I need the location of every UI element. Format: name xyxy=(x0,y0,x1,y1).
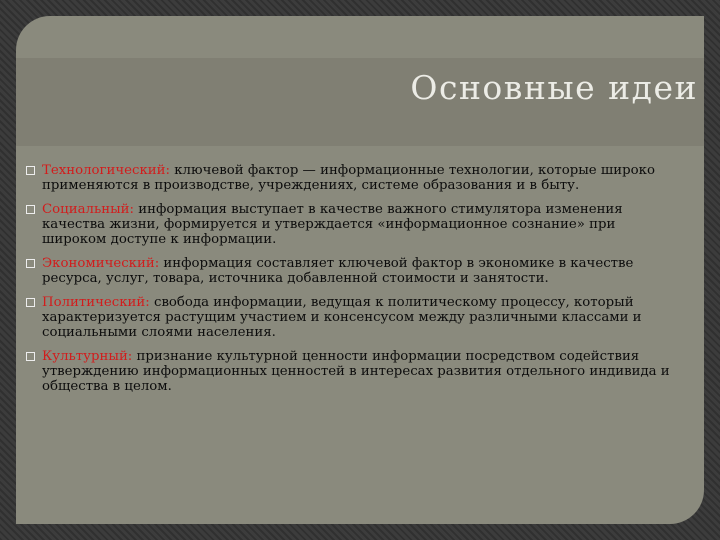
bullet-text: информация выступает в качестве важного стимулятора изменения качества жизни, формируется и утверждается «информационное сознание» при широком доступе к информации. xyxy=(42,202,623,247)
bullet-political xyxy=(42,295,682,340)
bullet-text: свобода информации, ведущая к политическому процессу, который характеризуется растущим участием и консенсусом между различными классами и социальными слоями населения. xyxy=(42,295,642,340)
bullet-text: признание культурной ценности информации посредством содействия утверждению информационных ценностей в интересах развития отдельного индивида и общества в целом. xyxy=(42,349,670,394)
slide-panel xyxy=(16,16,704,524)
bullet-social xyxy=(42,202,682,247)
bullet-technological xyxy=(42,163,682,193)
bullet-text: ключевой фактор — информационные технологии, которые широко применяются в производстве, учреждениях, системе образования и в быту. xyxy=(42,163,655,193)
bullet-term: Технологический: xyxy=(42,163,171,178)
bullet-text: информация составляет ключевой фактор в экономике в качестве ресурса, услуг, товара, источника добавленной стоимости и занятости. xyxy=(42,256,634,286)
bullet-term: Культурный: xyxy=(42,349,133,364)
bullet-list xyxy=(42,163,682,403)
bullet-economic xyxy=(42,256,682,286)
bullet-term: Политический: xyxy=(42,295,150,310)
bullet-term: Социальный: xyxy=(42,202,134,217)
bullet-term: Экономический: xyxy=(42,256,160,271)
slide-title: Основные идеи xyxy=(410,68,698,107)
bullet-cultural xyxy=(42,349,682,394)
